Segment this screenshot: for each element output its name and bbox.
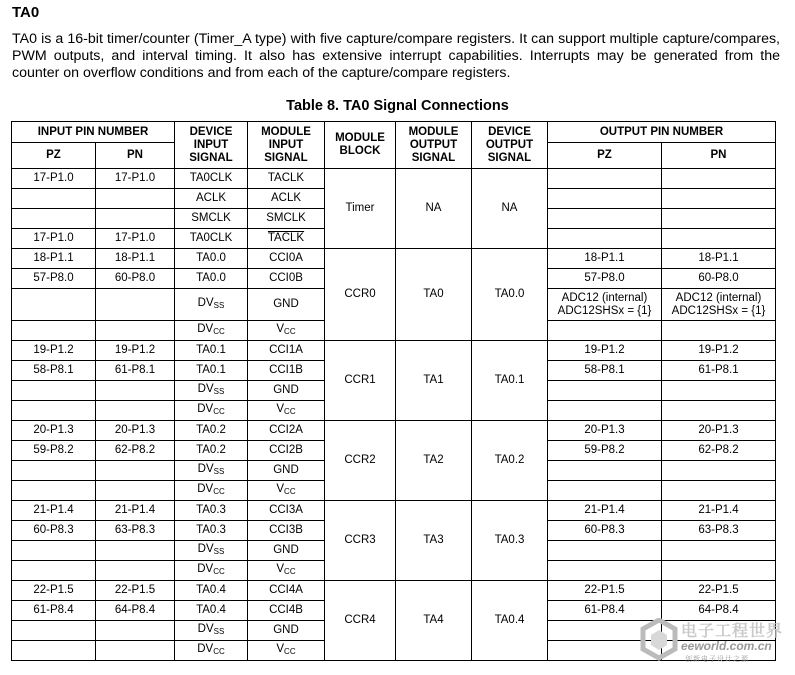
- module-block-cell: CCR2: [325, 421, 396, 501]
- table-row: [12, 501, 776, 521]
- input-pz-cell: 57-P8.0: [12, 269, 96, 289]
- module-input-text: GND: [273, 544, 299, 556]
- module-block-cell: CCR0: [325, 249, 396, 341]
- header-device-output-signal: DEVICE OUTPUT SIGNAL: [472, 122, 548, 169]
- device-input-cell: [175, 621, 248, 641]
- device-input-subscript: SS: [213, 467, 225, 476]
- module-input-text: CCI1A: [269, 344, 303, 356]
- output-pn-cell: [662, 541, 776, 561]
- output-pn-cell: [662, 321, 776, 341]
- device-input-text: DV: [197, 297, 214, 309]
- header-input-pn: PN: [96, 143, 175, 169]
- table-row: [12, 421, 776, 441]
- device-input-subscript: SS: [213, 387, 225, 396]
- device-input-text: DV: [197, 543, 214, 555]
- module-input-text: ACLK: [270, 192, 302, 204]
- device-input-text: TA0CLK: [189, 172, 233, 184]
- input-pn-cell: 19-P1.2: [96, 341, 175, 361]
- module-input-cell: [248, 341, 325, 361]
- header-device-input-signal: DEVICE INPUT SIGNAL: [175, 122, 248, 169]
- module-input-cell: [248, 621, 325, 641]
- watermark-tagline: 创新电子设计之源: [685, 656, 749, 663]
- module-block-cell: CCR4: [325, 581, 396, 661]
- device-input-subscript: CC: [213, 327, 225, 336]
- input-pn-cell: 21-P1.4: [96, 501, 175, 521]
- module-block-cell: CCR1: [325, 341, 396, 421]
- section-paragraph: TA0 is a 16-bit timer/counter (Timer_A type) with five capture/compare registers. It can support multiple capture/compares, PWM outputs, and interval timing. It also has extensive interrupt capabilities. Interrupts may be generated from the counter on overflow conditions and from each of the capture/compare registers.: [12, 31, 780, 81]
- module-input-cell: [248, 381, 325, 401]
- output-pn-cell: 22-P1.5: [662, 581, 776, 601]
- output-pz-cell: 58-P8.1: [548, 361, 662, 381]
- device-input-cell: [175, 481, 248, 501]
- input-pz-cell: [12, 209, 96, 229]
- module-input-cell: [248, 461, 325, 481]
- module-input-cell: [248, 541, 325, 561]
- device-input-cell: [175, 521, 248, 541]
- module-input-subscript: CC: [284, 407, 296, 416]
- device-input-cell: [175, 381, 248, 401]
- module-input-text: CCI2A: [269, 424, 303, 436]
- table-row: [12, 249, 776, 269]
- device-input-text: TA0.4: [196, 604, 226, 616]
- output-pz-cell: [548, 381, 662, 401]
- eeworld-watermark: [637, 612, 787, 668]
- output-pn-cell: 61-P8.1: [662, 361, 776, 381]
- input-pz-cell: [12, 641, 96, 661]
- module-input-cell: [248, 501, 325, 521]
- device-input-text: TA0.1: [196, 364, 226, 376]
- output-pn-cell: [662, 229, 776, 249]
- device-input-cell: [175, 601, 248, 621]
- input-pz-cell: 19-P1.2: [12, 341, 96, 361]
- output-pn-cell: [662, 401, 776, 421]
- output-pz-cell: [548, 481, 662, 501]
- module-input-subscript: CC: [284, 327, 296, 336]
- header-output-pz: PZ: [548, 143, 662, 169]
- device-input-text: DV: [197, 403, 214, 415]
- module-input-text: CCI3A: [269, 504, 303, 516]
- module-input-cell: [248, 169, 325, 189]
- input-pn-cell: [96, 561, 175, 581]
- output-pz-cell: [548, 229, 662, 249]
- module-input-text: V: [276, 563, 285, 575]
- module-input-cell: [248, 641, 325, 661]
- output-pz-cell: [548, 321, 662, 341]
- module-input-cell: [248, 321, 325, 341]
- module-input-cell: [248, 249, 325, 269]
- module-input-cell: [248, 229, 325, 249]
- input-pz-cell: [12, 561, 96, 581]
- eeworld-logo-icon: [639, 618, 679, 662]
- module-output-cell: TA3: [396, 501, 472, 581]
- device-input-text: TA0.0: [196, 252, 226, 264]
- module-input-text: CCI0A: [269, 252, 303, 264]
- input-pn-cell: 17-P1.0: [96, 169, 175, 189]
- device-input-text: TA0.0: [196, 272, 226, 284]
- input-pn-cell: [96, 461, 175, 481]
- module-input-cell: [248, 561, 325, 581]
- module-input-cell: [248, 401, 325, 421]
- table-row: [12, 169, 776, 189]
- output-pz-cell: ADC12 (internal) ADC12SHSx = {1}: [548, 289, 662, 321]
- output-pn-cell: [662, 381, 776, 401]
- input-pn-cell: [96, 541, 175, 561]
- device-input-cell: [175, 641, 248, 661]
- module-input-cell: [248, 289, 325, 321]
- input-pz-cell: 18-P1.1: [12, 249, 96, 269]
- input-pz-cell: [12, 621, 96, 641]
- input-pz-cell: 59-P8.2: [12, 441, 96, 461]
- input-pn-cell: 17-P1.0: [96, 229, 175, 249]
- output-pn-cell: 64-P8.4: [662, 601, 776, 621]
- device-input-cell: [175, 541, 248, 561]
- input-pz-cell: 61-P8.4: [12, 601, 96, 621]
- header-output-pn: PN: [662, 143, 776, 169]
- header-input-pin-number: INPUT PIN NUMBER: [12, 122, 175, 143]
- device-input-cell: [175, 361, 248, 381]
- input-pz-cell: [12, 381, 96, 401]
- device-input-cell: [175, 461, 248, 481]
- header-output-pin-number: OUTPUT PIN NUMBER: [548, 122, 776, 143]
- output-pz-cell: [548, 189, 662, 209]
- device-input-subscript: SS: [213, 627, 225, 636]
- output-pn-cell: [662, 189, 776, 209]
- output-pz-cell: 21-P1.4: [548, 501, 662, 521]
- device-input-text: TA0.1: [196, 344, 226, 356]
- device-input-subscript: CC: [213, 647, 225, 656]
- output-pn-cell: 18-P1.1: [662, 249, 776, 269]
- module-input-text: GND: [273, 298, 299, 310]
- device-input-text: TA0.3: [196, 504, 226, 516]
- watermark-url: eeworld.com.cn: [681, 639, 772, 653]
- output-pn-cell: [662, 169, 776, 189]
- input-pz-cell: [12, 461, 96, 481]
- input-pz-cell: [12, 401, 96, 421]
- input-pn-cell: 64-P8.4: [96, 601, 175, 621]
- device-input-cell: [175, 561, 248, 581]
- device-input-subscript: SS: [213, 547, 225, 556]
- module-output-cell: TA1: [396, 341, 472, 421]
- output-pz-cell: [548, 541, 662, 561]
- device-input-cell: [175, 229, 248, 249]
- input-pn-cell: [96, 381, 175, 401]
- module-input-subscript: CC: [284, 567, 296, 576]
- device-input-text: TA0.2: [196, 424, 226, 436]
- watermark-chinese-text: 电子工程世界: [681, 621, 784, 640]
- device-output-cell: TA0.0: [472, 249, 548, 341]
- output-pn-cell: 63-P8.3: [662, 521, 776, 541]
- module-input-text: TACLK: [267, 232, 305, 244]
- input-pn-cell: [96, 321, 175, 341]
- header-input-pz: PZ: [12, 143, 96, 169]
- table-row: [12, 341, 776, 361]
- module-input-cell: [248, 189, 325, 209]
- output-pz-cell: 18-P1.1: [548, 249, 662, 269]
- input-pz-cell: 60-P8.3: [12, 521, 96, 541]
- device-input-text: DV: [197, 643, 214, 655]
- input-pn-cell: 61-P8.1: [96, 361, 175, 381]
- output-pn-cell: [662, 461, 776, 481]
- device-input-cell: [175, 269, 248, 289]
- input-pn-cell: 62-P8.2: [96, 441, 175, 461]
- module-input-cell: [248, 441, 325, 461]
- device-input-text: DV: [197, 563, 214, 575]
- module-input-cell: [248, 481, 325, 501]
- module-input-cell: [248, 521, 325, 541]
- device-input-cell: [175, 341, 248, 361]
- device-input-text: TA0.4: [196, 584, 226, 596]
- module-input-text: CCI1B: [269, 364, 303, 376]
- output-pz-cell: 20-P1.3: [548, 421, 662, 441]
- module-input-cell: [248, 269, 325, 289]
- module-input-text: V: [276, 483, 285, 495]
- module-input-subscript: CC: [284, 487, 296, 496]
- device-input-text: TA0.2: [196, 444, 226, 456]
- output-pz-cell: [548, 401, 662, 421]
- device-input-cell: [175, 189, 248, 209]
- device-input-text: SMCLK: [191, 212, 231, 224]
- input-pz-cell: [12, 321, 96, 341]
- input-pn-cell: [96, 641, 175, 661]
- device-input-cell: [175, 581, 248, 601]
- module-input-text: CCI3B: [269, 524, 303, 536]
- device-input-cell: [175, 401, 248, 421]
- device-output-cell: NA: [472, 169, 548, 249]
- table-caption: Table 8. TA0 Signal Connections: [286, 98, 509, 114]
- module-input-cell: [248, 581, 325, 601]
- module-input-cell: [248, 601, 325, 621]
- device-input-text: DV: [197, 323, 214, 335]
- input-pz-cell: 17-P1.0: [12, 169, 96, 189]
- device-input-subscript: SS: [213, 301, 225, 310]
- module-input-text: V: [276, 323, 285, 335]
- module-output-cell: TA2: [396, 421, 472, 501]
- module-output-cell: NA: [396, 169, 472, 249]
- input-pn-cell: 63-P8.3: [96, 521, 175, 541]
- device-input-text: TA0CLK: [189, 232, 233, 244]
- module-input-text: GND: [273, 464, 299, 476]
- input-pz-cell: 20-P1.3: [12, 421, 96, 441]
- input-pz-cell: 22-P1.5: [12, 581, 96, 601]
- output-pz-cell: 57-P8.0: [548, 269, 662, 289]
- device-input-text: ACLK: [195, 192, 227, 204]
- device-output-cell: TA0.2: [472, 421, 548, 501]
- device-input-subscript: CC: [213, 567, 225, 576]
- header-module-output-signal: MODULE OUTPUT SIGNAL: [396, 122, 472, 169]
- output-pz-cell: [548, 209, 662, 229]
- module-input-text: TACLK: [267, 172, 305, 184]
- module-input-text: GND: [273, 624, 299, 636]
- output-pz-cell: [548, 561, 662, 581]
- output-pz-cell: 60-P8.3: [548, 521, 662, 541]
- module-input-text: V: [276, 643, 285, 655]
- device-input-cell: [175, 289, 248, 321]
- output-pz-cell: [548, 169, 662, 189]
- table-row: [12, 581, 776, 601]
- device-input-text: TA0.3: [196, 524, 226, 536]
- input-pn-cell: 20-P1.3: [96, 421, 175, 441]
- input-pn-cell: 18-P1.1: [96, 249, 175, 269]
- input-pn-cell: [96, 209, 175, 229]
- input-pz-cell: [12, 189, 96, 209]
- output-pn-cell: 19-P1.2: [662, 341, 776, 361]
- device-input-cell: [175, 501, 248, 521]
- device-input-cell: [175, 321, 248, 341]
- output-pn-cell: ADC12 (internal) ADC12SHSx = {1}: [662, 289, 776, 321]
- output-pz-cell: [548, 461, 662, 481]
- module-input-text: CCI4B: [269, 604, 303, 616]
- input-pn-cell: 60-P8.0: [96, 269, 175, 289]
- module-block-cell: Timer: [325, 169, 396, 249]
- module-input-text: GND: [273, 384, 299, 396]
- module-input-text: SMCLK: [266, 212, 306, 224]
- device-input-text: DV: [197, 383, 214, 395]
- output-pz-cell: 61-P8.4: [548, 601, 662, 621]
- input-pn-cell: [96, 401, 175, 421]
- module-input-cell: [248, 209, 325, 229]
- device-output-cell: TA0.1: [472, 341, 548, 421]
- device-input-cell: [175, 249, 248, 269]
- input-pz-cell: 17-P1.0: [12, 229, 96, 249]
- device-input-text: DV: [197, 623, 214, 635]
- device-input-cell: [175, 209, 248, 229]
- input-pn-cell: [96, 621, 175, 641]
- output-pz-cell: 19-P1.2: [548, 341, 662, 361]
- module-input-text: CCI2B: [269, 444, 303, 456]
- header-module-block: MODULE BLOCK: [325, 122, 396, 169]
- output-pn-cell: 20-P1.3: [662, 421, 776, 441]
- input-pn-cell: [96, 289, 175, 321]
- signal-connections-table: [11, 121, 776, 661]
- module-input-text: CCI0B: [269, 272, 303, 284]
- output-pn-cell: 21-P1.4: [662, 501, 776, 521]
- module-input-subscript: CC: [284, 647, 296, 656]
- device-output-cell: TA0.3: [472, 501, 548, 581]
- section-heading: TA0: [12, 4, 40, 21]
- module-output-cell: TA0: [396, 249, 472, 341]
- device-output-cell: TA0.4: [472, 581, 548, 661]
- output-pn-cell: 62-P8.2: [662, 441, 776, 461]
- input-pz-cell: 21-P1.4: [12, 501, 96, 521]
- output-pz-cell: 59-P8.2: [548, 441, 662, 461]
- header-module-input-signal: MODULE INPUT SIGNAL: [248, 122, 325, 169]
- input-pz-cell: [12, 541, 96, 561]
- input-pn-cell: [96, 481, 175, 501]
- module-output-cell: TA4: [396, 581, 472, 661]
- output-pn-cell: [662, 481, 776, 501]
- device-input-cell: [175, 169, 248, 189]
- device-input-cell: [175, 441, 248, 461]
- module-input-cell: [248, 361, 325, 381]
- input-pz-cell: 58-P8.1: [12, 361, 96, 381]
- output-pn-cell: [662, 209, 776, 229]
- module-input-cell: [248, 421, 325, 441]
- output-pn-cell: 60-P8.0: [662, 269, 776, 289]
- input-pz-cell: [12, 289, 96, 321]
- device-input-text: DV: [197, 483, 214, 495]
- input-pn-cell: [96, 189, 175, 209]
- module-input-text: V: [276, 403, 285, 415]
- device-input-subscript: CC: [213, 487, 225, 496]
- device-input-text: DV: [197, 463, 214, 475]
- output-pn-cell: [662, 561, 776, 581]
- device-input-cell: [175, 421, 248, 441]
- module-input-text: CCI4A: [269, 584, 303, 596]
- module-block-cell: CCR3: [325, 501, 396, 581]
- input-pz-cell: [12, 481, 96, 501]
- output-pz-cell: 22-P1.5: [548, 581, 662, 601]
- device-input-subscript: CC: [213, 407, 225, 416]
- input-pn-cell: 22-P1.5: [96, 581, 175, 601]
